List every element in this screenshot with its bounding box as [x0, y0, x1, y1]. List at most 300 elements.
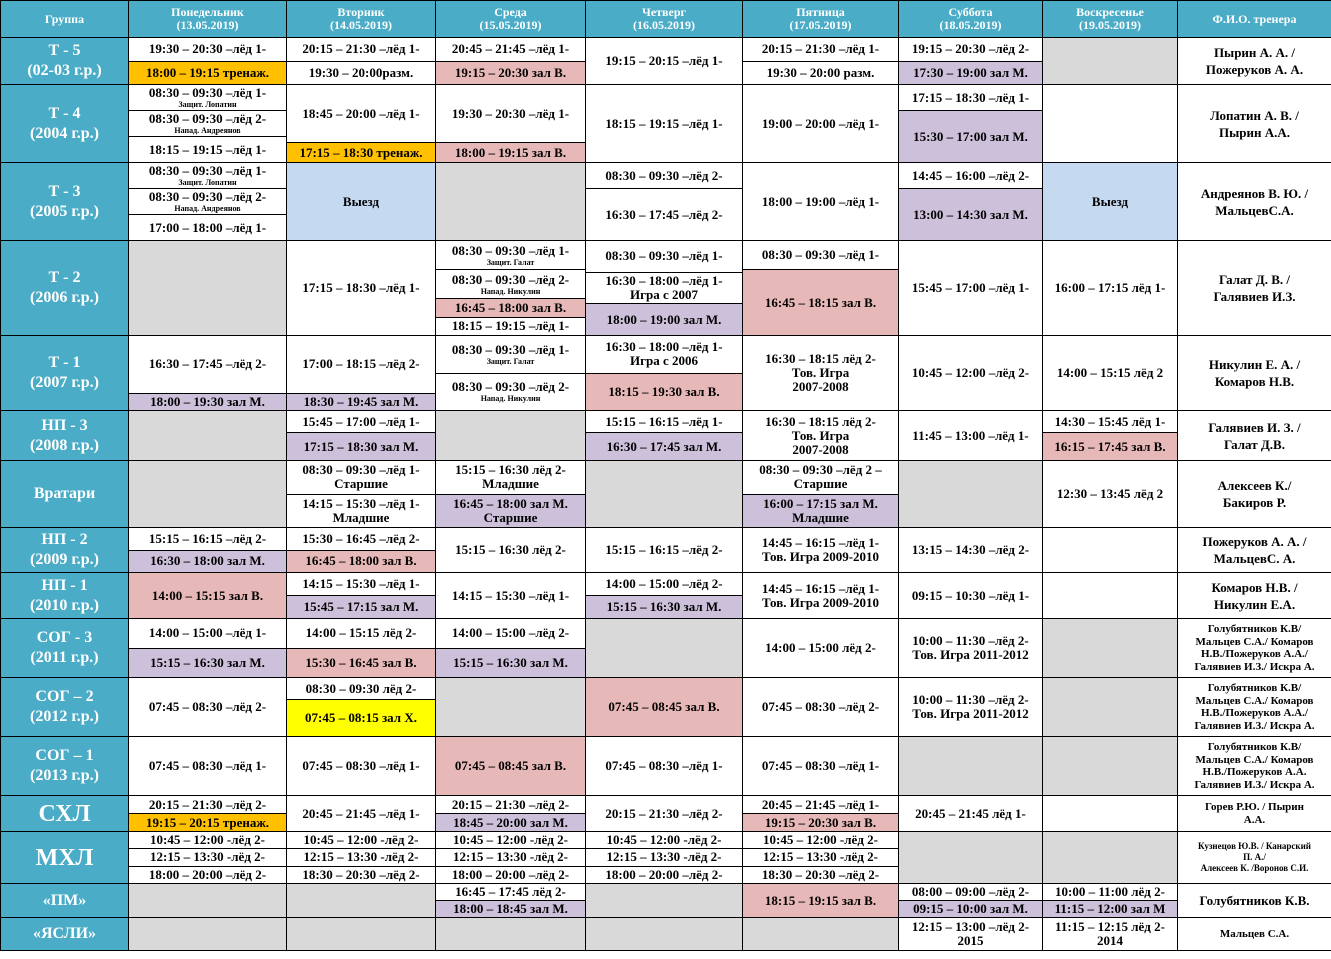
schedule-slot: [743, 678, 898, 736]
group-cell: СОГ – 1 (2013 г.р.): [1, 737, 129, 796]
slot-time: 19:15 – 20:30 зал В.: [454, 64, 567, 80]
slot-time: 18:00 – 20:00 –лёд 2-: [451, 866, 570, 882]
slot-time: 07:45 – 08:30 –лёд 1-: [302, 758, 420, 773]
schedule-slot: [436, 900, 585, 917]
day-cell-friday: [743, 241, 899, 336]
schedule-slot: [1043, 241, 1177, 335]
slot-time: 16:30 – 17:45 –лёд 2-: [148, 356, 267, 372]
schedule-slot: [899, 528, 1042, 572]
day-cell-wednesday: [436, 461, 586, 528]
schedule-row: [1, 336, 1331, 411]
schedule-slot: [743, 796, 898, 813]
schedule-slot: [586, 678, 742, 736]
schedule-slot: [1043, 918, 1177, 950]
day-cell-wednesday: [436, 38, 586, 85]
slot-time: 12:15 – 13:30 -лёд 2-: [303, 849, 419, 865]
slot-note: Старшие: [483, 509, 538, 525]
day-slots: [287, 619, 435, 677]
day-slots: [743, 796, 898, 831]
schedule-slot: [129, 832, 286, 848]
trainer-cell: Голубятников К.В/ Мальцев С.А./ Комаров Н.В./Пожеруков А.А./ Галявиев И.З./ Искра А.: [1178, 678, 1331, 737]
slot-time: 18:15 – 19:15 –лёд 1-: [451, 318, 570, 334]
slot-time: 14:15 – 15:30 –лёд 1-: [451, 587, 570, 603]
day-cell-monday: [129, 796, 287, 832]
slot-time: 15:15 – 16:30 зал М.: [453, 654, 568, 670]
day-cell-tuesday: [287, 796, 436, 832]
day-slots: [436, 38, 585, 84]
schedule-slot: [586, 848, 742, 865]
group-cell: «ПМ»: [1, 884, 129, 918]
day-slots: [287, 737, 435, 795]
schedule-slot: [287, 85, 435, 142]
slot-time: 13:00 – 14:30 зал М.: [913, 206, 1028, 222]
slot-time: 10:45 – 12:00 -лёд 2-: [606, 832, 722, 848]
slot-note: Напад. Никулин: [480, 286, 541, 296]
slot-time: 07:45 – 08:30 –лёд 1-: [605, 758, 723, 773]
schedule-slot: [287, 411, 435, 432]
day-cell-sunday-empty: [1043, 678, 1178, 737]
day-slots: [899, 528, 1042, 572]
day-slots: [743, 241, 898, 335]
schedule-slot: [1043, 336, 1177, 410]
header-monday: Понедельник (13.05.2019): [129, 1, 287, 38]
day-cell-monday: [129, 38, 287, 85]
day-cell-thursday: [586, 796, 743, 832]
day-cell-sunday: [1043, 884, 1178, 918]
day-slots: [743, 573, 898, 618]
day-slots: [1043, 884, 1177, 917]
day-cell-tuesday-empty: [287, 884, 436, 918]
day-cell-thursday-empty: [586, 918, 743, 951]
day-cell-thursday: [586, 832, 743, 884]
day-cell-friday: [743, 678, 899, 737]
schedule-slot: [287, 699, 435, 736]
slot-time: 14:15 – 15:30 –лёд 1-: [302, 576, 420, 591]
slot-note: Напад. Андреянов: [174, 126, 241, 135]
slot-time: 20:15 – 21:30 –лёд 1-: [761, 41, 880, 57]
slot-time: 15:45 – 17:00 –лёд 1-: [302, 413, 420, 429]
day-slots: [586, 573, 742, 618]
schedule-slot: [1043, 900, 1177, 917]
day-cell-friday: [743, 619, 899, 678]
day-cell-thursday-empty: [586, 884, 743, 918]
day-slots: [436, 85, 585, 162]
slot-time: 10:45 – 12:00 -лёд 2-: [303, 832, 419, 848]
day-cell-saturday-empty: [899, 461, 1043, 528]
schedule-slot: [1043, 461, 1177, 527]
day-slots: [586, 737, 742, 795]
schedule-slot: [436, 796, 585, 813]
slot-time: 12:15 – 13:30 -лёд 2-: [150, 849, 265, 865]
day-cell-monday-empty: [129, 918, 287, 951]
day-cell-thursday: [586, 573, 743, 619]
schedule-slot: [743, 832, 898, 848]
slot-time: 17:30 – 19:00 зал М.: [913, 64, 1028, 80]
day-cell-monday: [129, 163, 287, 241]
slot-time: 18:15 – 19:30 зал В.: [608, 383, 720, 399]
day-slots: [287, 796, 435, 831]
schedule-slot: [129, 796, 286, 813]
slot-note: Игра с 2006: [629, 353, 698, 369]
schedule-row: [1, 619, 1331, 678]
day-cell-friday: [743, 884, 899, 918]
day-slots: [287, 461, 435, 527]
day-slots: [1043, 796, 1177, 831]
day-slots: [129, 336, 286, 410]
slot-time: 15:30 – 16:45 зал В.: [305, 654, 417, 670]
day-slots: [743, 678, 898, 736]
schedule-row: [1, 411, 1331, 461]
day-cell-saturday: [899, 678, 1043, 737]
slot-time: 08:30 – 09:30 –лёд 1-: [451, 341, 570, 357]
schedule-slot: [436, 573, 585, 618]
schedule-slot: [436, 648, 585, 678]
schedule-row: [1, 38, 1331, 85]
group-cell: Вратари: [1, 461, 129, 528]
schedule-slot: [129, 528, 286, 550]
slot-time: 16:30 – 17:45 –лёд 2-: [605, 206, 723, 222]
day-slots: [899, 38, 1042, 84]
trainer-cell: Голубятников К.В.: [1178, 884, 1331, 918]
schedule-slot: [436, 85, 585, 142]
slot-time: 17:15 – 18:30 –лёд 1-: [302, 280, 420, 295]
day-cell-monday-empty: [129, 461, 287, 528]
day-cell-tuesday: [287, 832, 436, 884]
day-slots: [1043, 411, 1177, 460]
schedule-slot: [743, 737, 898, 795]
day-cell-saturday: [899, 163, 1043, 241]
day-slots: [129, 528, 286, 572]
slot-time: 08:30 – 09:30 –лёд 2-: [451, 271, 570, 287]
day-slots: [436, 737, 585, 795]
schedule-slot: [586, 832, 742, 848]
slot-time: 16:45 – 18:00 зал В.: [305, 553, 417, 569]
day-cell-saturday-empty: [899, 832, 1043, 884]
schedule-slot: [129, 550, 286, 573]
day-slots: [436, 796, 585, 831]
day-slots: [287, 163, 435, 240]
slot-time: 12:15 – 13:30 -лёд 2-: [763, 849, 878, 865]
schedule-slot: [586, 85, 742, 162]
day-cell-monday-empty: [129, 884, 287, 918]
slot-time: 16:45 – 18:00 зал В.: [454, 299, 567, 315]
schedule-slot: [287, 737, 435, 795]
day-cell-wednesday: [436, 573, 586, 619]
slot-time: 20:15 – 21:30 –лёд 2-: [451, 796, 570, 812]
slot-time: 08:30 – 09:30 –лёд 2-: [148, 111, 267, 126]
day-cell-wednesday: [436, 241, 586, 336]
schedule-slot: [899, 796, 1042, 831]
day-slots: [743, 163, 898, 240]
slot-note: Тов. Игра 2011-2012: [912, 706, 1029, 721]
slot-time: 16:45 – 18:15 зал В.: [764, 294, 877, 310]
day-slots: [899, 411, 1042, 460]
day-cell-tuesday: [287, 573, 436, 619]
trainer-cell: Галявиев И. З. / Галат Д.В.: [1178, 411, 1331, 461]
slot-time: 12:15 – 13:30 -лёд 2-: [453, 849, 568, 865]
schedule-slot: [1043, 528, 1177, 572]
schedule-slot: [743, 269, 898, 335]
schedule-slot: [743, 411, 898, 460]
slot-time: 19:15 – 20:30 зал В.: [764, 814, 877, 830]
slot-note: 2014: [1097, 933, 1123, 948]
day-cell-saturday: [899, 884, 1043, 918]
slot-time: 12:30 – 13:45 лёд 2: [1056, 486, 1164, 501]
slot-note: 2007-2008: [792, 441, 849, 457]
header-thursday: Четверг (16.05.2019): [586, 1, 743, 38]
day-cell-friday: [743, 737, 899, 796]
slot-time: 16:00 – 17:15 зал М.: [763, 495, 878, 511]
day-cell-sunday: [1043, 241, 1178, 336]
schedule-slot: [129, 813, 286, 831]
day-slots: [899, 918, 1042, 950]
schedule-slot: [436, 336, 585, 373]
day-cell-friday: [743, 573, 899, 619]
day-slots: [287, 336, 435, 410]
slot-time: Выезд: [342, 193, 380, 209]
schedule-slot: [129, 866, 286, 883]
schedule-slot: [743, 848, 898, 865]
slot-time: 19:30 – 20:30 –лёд 1-: [148, 41, 267, 57]
day-slots: [1043, 573, 1177, 618]
schedule-slot: [743, 241, 898, 269]
schedule-slot: [586, 241, 742, 272]
day-slots: [586, 241, 742, 335]
schedule-slot: [287, 796, 435, 831]
slot-time: 11:15 – 12:15 лёд 2-: [1055, 919, 1165, 934]
group-cell: НП - 3 (2008 г.р.): [1, 411, 129, 461]
schedule-slot: [287, 573, 435, 595]
header-trainer: Ф.И.О. тренера: [1178, 1, 1331, 38]
slot-time: 18:30 – 20:30 –лёд 2-: [302, 866, 420, 882]
day-cell-wednesday: [436, 528, 586, 573]
slot-note: Младшие: [792, 509, 849, 525]
day-cell-sunday: [1043, 163, 1178, 241]
slot-time: 08:30 – 09:30 лёд 2-: [305, 680, 417, 696]
schedule-slot: [586, 272, 742, 304]
schedule-slot: [899, 163, 1042, 188]
schedule-slot: [743, 866, 898, 883]
trainer-cell: Горев Р.Ю. / Пырин А.А.: [1178, 796, 1331, 832]
day-slots: [1043, 241, 1177, 335]
day-slots: [899, 573, 1042, 618]
schedule-slot: [899, 900, 1042, 917]
day-cell-thursday: [586, 678, 743, 737]
day-slots: [743, 528, 898, 572]
day-cell-sunday: [1043, 528, 1178, 573]
slot-time: 14:00 – 15:00 –лёд 1-: [148, 625, 267, 641]
group-cell: Т - 1 (2007 г.р.): [1, 336, 129, 411]
slot-time: 20:45 – 21:45 –лёд 1-: [451, 41, 570, 57]
group-cell: СХЛ: [1, 796, 129, 832]
day-cell-thursday-empty: [586, 619, 743, 678]
schedule-slot: [899, 336, 1042, 410]
group-cell: Т - 4 (2004 г.р.): [1, 85, 129, 163]
schedule-slot: [436, 832, 585, 848]
schedule-slot: [287, 432, 435, 460]
header-tuesday: Вторник (14.05.2019): [287, 1, 436, 38]
day-cell-sunday: [1043, 461, 1178, 528]
schedule-slot: [287, 38, 435, 61]
slot-note: Тов. Игра 2009-2010: [761, 549, 880, 564]
group-cell: Т - 2 (2006 г.р.): [1, 241, 129, 336]
schedule-slot: [129, 214, 286, 240]
schedule-slot: [129, 188, 286, 214]
day-slots: [899, 85, 1042, 162]
slot-time: 10:45 – 12:00 –лёд 2-: [911, 365, 1030, 380]
slot-time: 07:45 – 08:15 зал Х.: [305, 710, 417, 726]
day-cell-tuesday: [287, 85, 436, 163]
day-cell-tuesday: [287, 528, 436, 573]
slot-time: 18:00 – 19:15 тренаж.: [145, 64, 270, 80]
day-slots: [287, 678, 435, 736]
slot-time: 17:00 – 18:00 –лёд 1-: [148, 219, 267, 235]
group-cell: Т - 3 (2005 г.р.): [1, 163, 129, 241]
slot-time: 08:30 – 09:30 –лёд 1-: [605, 248, 723, 264]
slot-time: 18:30 – 19:45 зал М.: [303, 393, 419, 409]
trainer-cell: Андреянов В. Ю. / МальцевС.А.: [1178, 163, 1331, 241]
slot-note: Защит. Галат: [486, 257, 535, 267]
schedule-slot: [436, 848, 585, 865]
slot-time: 16:15 – 17:45 зал В.: [1054, 438, 1166, 454]
schedule-row: [1, 461, 1331, 528]
schedule-slot: [899, 188, 1042, 240]
slot-time: 07:45 – 08:30 –лёд 1-: [761, 758, 880, 773]
slot-time: 15:45 – 17:15 зал М.: [303, 599, 419, 614]
header-saturday: Суббота (18.05.2019): [899, 1, 1043, 38]
schedule-slot: [436, 619, 585, 648]
day-slots: [743, 411, 898, 460]
day-slots: [899, 884, 1042, 917]
schedule-slot: [436, 38, 585, 61]
schedule-slot: [1043, 163, 1177, 240]
schedule-slot: [436, 317, 585, 336]
slot-time: 07:45 – 08:30 –лёд 1-: [148, 758, 267, 773]
slot-time: 11:45 – 13:00 –лёд 1-: [912, 427, 1029, 443]
slot-note: Тов. Игра 2011-2012: [912, 647, 1029, 662]
schedule-slot: [287, 393, 435, 410]
schedule-slot: [436, 494, 585, 528]
slot-time: 14:45 – 16:00 –лёд 2-: [911, 167, 1030, 183]
slot-time: 10:00 – 11:30 –лёд 2-: [912, 633, 1029, 648]
schedule-slot: [899, 61, 1042, 85]
schedule-slot: [436, 298, 585, 317]
schedule-slot: [129, 648, 286, 678]
schedule-slot: [586, 528, 742, 572]
schedule-slot: [436, 813, 585, 831]
schedule-slot: [743, 85, 898, 162]
schedule-row: [1, 573, 1331, 619]
slot-time: 15:15 – 16:30 зал М.: [606, 599, 722, 614]
day-cell-wednesday: [436, 884, 586, 918]
schedule-slot: [586, 38, 742, 84]
slot-time: 08:30 – 09:30 –лёд 1-: [451, 242, 570, 258]
slot-time: 16:30 – 18:00 –лёд 1-: [605, 273, 723, 288]
day-cell-sunday: [1043, 796, 1178, 832]
slot-time: 18:15 – 19:15 –лёд 1-: [605, 115, 723, 131]
day-slots: [899, 619, 1042, 677]
schedule-slot: [1043, 85, 1177, 162]
slot-time: 19:30 – 20:00 разм.: [766, 64, 875, 80]
schedule-slot: [586, 866, 742, 883]
schedule-slot: [899, 241, 1042, 335]
schedule-slot: [287, 61, 435, 85]
schedule-row: [1, 678, 1331, 737]
schedule-slot: [586, 373, 742, 411]
schedule-slot: [743, 573, 898, 618]
schedule-slot: [586, 432, 742, 460]
day-cell-tuesday: [287, 411, 436, 461]
group-cell: СОГ - 3 (2011 г.р.): [1, 619, 129, 678]
schedule-slot: [436, 142, 585, 162]
schedule-slot: [287, 619, 435, 648]
schedule-slot: [436, 737, 585, 795]
slot-time: 17:15 – 18:30 тренаж.: [299, 144, 423, 160]
slot-time: 14:45 – 16:15 –лёд 1-: [761, 535, 880, 550]
day-cell-wednesday-empty: [436, 163, 586, 241]
day-cell-wednesday: [436, 832, 586, 884]
day-slots: [743, 832, 898, 883]
day-slots: [129, 796, 286, 831]
day-cell-saturday: [899, 573, 1043, 619]
slot-time: 18:00 – 19:00 –лёд 1-: [761, 193, 880, 209]
day-cell-tuesday: [287, 678, 436, 737]
group-cell: Т - 5 (02-03 г.р.): [1, 38, 129, 85]
day-slots: [129, 832, 286, 883]
day-cell-tuesday: [287, 38, 436, 85]
trainer-cell: Галат Д. В. / Галявиев И.З.: [1178, 241, 1331, 336]
schedule-slot: [436, 61, 585, 85]
schedule-slot: [287, 848, 435, 865]
schedule-row: [1, 884, 1331, 918]
slot-time: 15:30 – 16:45 –лёд 2-: [302, 530, 420, 546]
slot-time: 18:00 – 19:30 зал М.: [150, 393, 265, 409]
trainer-cell: Лопатин А. В. / Пырин А.А.: [1178, 85, 1331, 163]
day-cell-tuesday-empty: [287, 918, 436, 951]
schedule-row: [1, 832, 1331, 884]
schedule-slot: [743, 163, 898, 240]
day-slots: [1043, 163, 1177, 240]
slot-time: 07:45 – 08:45 зал В.: [454, 758, 567, 773]
schedule-slot: [586, 411, 742, 432]
schedule-slot: [129, 85, 286, 110]
slot-note: 2015: [957, 933, 984, 948]
slot-time: 12:15 – 13:00 –лёд 2-: [911, 919, 1030, 934]
day-cell-sunday-empty: [1043, 737, 1178, 796]
day-cell-wednesday: [436, 619, 586, 678]
slot-time: 10:00 – 11:30 –лёд 2-: [912, 692, 1029, 707]
day-cell-saturday: [899, 796, 1043, 832]
schedule-slot: [899, 619, 1042, 677]
day-cell-thursday: [586, 241, 743, 336]
header-group: Группа: [1, 1, 129, 38]
day-slots: [129, 678, 286, 736]
day-slots: [129, 573, 286, 618]
slot-note: Защит. Лопатин: [178, 100, 237, 109]
day-cell-friday: [743, 85, 899, 163]
schedule-slot: [129, 678, 286, 736]
schedule-slot: [899, 411, 1042, 460]
schedule-slot: [743, 619, 898, 677]
slot-time: 11:15 – 12:00 зал М: [1054, 901, 1166, 916]
schedule-slot: [287, 550, 435, 573]
slot-time: 08:30 – 09:30 –лёд 2-: [148, 189, 267, 204]
slot-time: 19:15 – 20:30 –лёд 2-: [911, 41, 1030, 57]
schedule-row: [1, 241, 1331, 336]
schedule-slot: [287, 595, 435, 618]
slot-time: 16:00 – 17:15 лёд 1-: [1054, 280, 1166, 295]
day-cell-sunday-empty: [1043, 619, 1178, 678]
